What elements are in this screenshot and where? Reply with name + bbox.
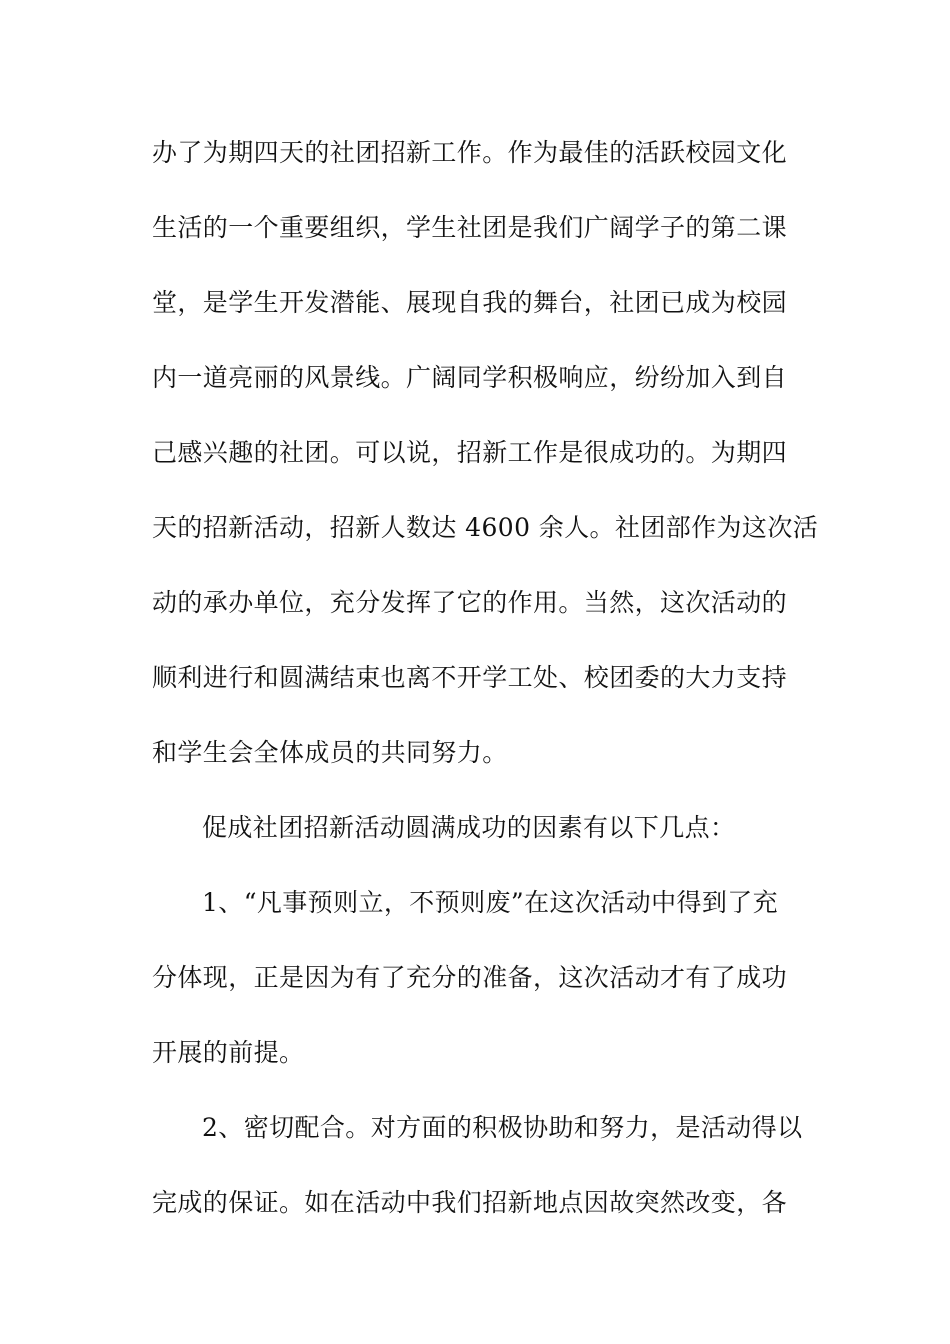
list-item-line: 2、密切配合。对方面的积极协助和努力，是活动得以: [202, 1113, 803, 1142]
paragraph-line: 天的招新活动，招新人数达 4600 余人。社团部作为这次活: [152, 513, 819, 542]
paragraph-line: 办了为期四天的社团招新工作。作为最佳的活跃校园文化: [152, 138, 788, 167]
list-item-line: 1、“凡事预则立，不预则废”在这次活动中得到了充: [202, 888, 779, 917]
list-item-line: 完成的保证。如在活动中我们招新地点因故突然改变，各: [152, 1188, 788, 1217]
paragraph-line: 内一道亮丽的风景线。广阔同学积极响应，纷纷加入到自: [152, 363, 788, 392]
paragraph-line: 己感兴趣的社团。可以说，招新工作是很成功的。为期四: [152, 438, 788, 467]
list-item-line: 分体现，正是因为有了充分的准备，这次活动才有了成功: [152, 963, 788, 992]
paragraph-line: 生活的一个重要组织，学生社团是我们广阔学子的第二课: [152, 213, 788, 242]
paragraph-line: 促成社团招新活动圆满成功的因素有以下几点：: [202, 813, 736, 842]
list-item-line: 开展的前提。: [152, 1038, 305, 1067]
paragraph-line: 和学生会全体成员的共同努力。: [152, 738, 508, 767]
paragraph-line: 堂，是学生开发潜能、展现自我的舞台，社团已成为校园: [152, 288, 788, 317]
paragraph-line: 顺利进行和圆满结束也离不开学工处、校团委的大力支持: [152, 663, 788, 692]
paragraph-line: 动的承办单位，充分发挥了它的作用。当然，这次活动的: [152, 588, 788, 617]
